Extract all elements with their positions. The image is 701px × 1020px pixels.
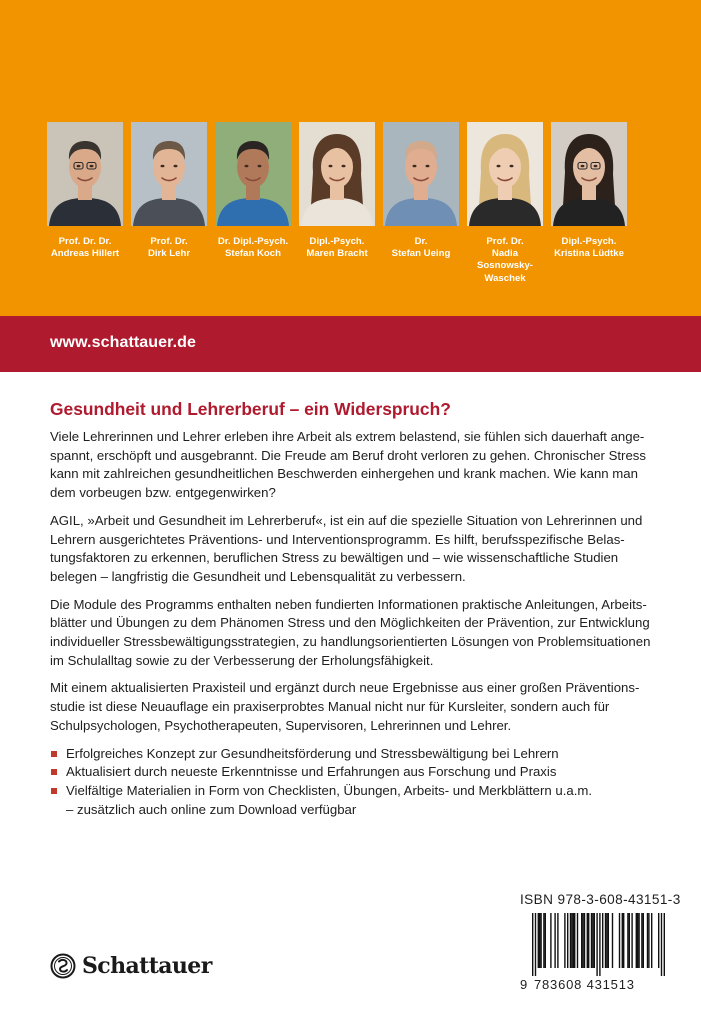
author-portrait bbox=[467, 122, 543, 226]
author-card bbox=[131, 122, 207, 260]
author-name bbox=[121, 236, 217, 260]
barcode-bar bbox=[647, 913, 648, 968]
text-line: Die Module des Programms enthalten neben fundierten Informationen praktische Anleitungen, Arbeits- bbox=[50, 596, 647, 612]
feature-item bbox=[50, 782, 652, 819]
portrait-shape bbox=[161, 165, 165, 168]
text-line: – zusätzlich auch online zum Download verfügbar bbox=[66, 801, 357, 817]
barcode-bar bbox=[605, 913, 606, 968]
barcode-bar bbox=[629, 913, 630, 968]
feature-item bbox=[50, 745, 652, 764]
author-portrait bbox=[215, 122, 291, 226]
feature-item bbox=[50, 763, 652, 782]
bullet-square-icon bbox=[51, 788, 57, 794]
text-line: spannt, erschöpft und ausgebrannt. Die Freude am Beruf droht verloren zu gehen. Chronischer Stress bbox=[50, 447, 646, 463]
text-line: belegen – langfristig die Gesundheit und Lebensqualität zu verbessern. bbox=[50, 568, 466, 584]
headline: Gesundheit und Lehrerberuf – ein Widerspruch? bbox=[50, 399, 451, 419]
author-name-line: Dipl.-Psych. bbox=[561, 236, 617, 247]
barcode-bar bbox=[594, 913, 595, 968]
text-line: Schulpsychologen, Psychotherapeuten, Supervisoren, Lehrerinnen und Lehrer. bbox=[50, 717, 512, 733]
barcode-bar bbox=[570, 913, 571, 968]
publisher-name: Schattauer bbox=[82, 953, 212, 979]
barcode-bar bbox=[574, 913, 575, 968]
author-name-line: Stefan Ueing bbox=[391, 248, 451, 260]
barcode-bar bbox=[641, 913, 642, 968]
author-portrait bbox=[383, 122, 459, 226]
barcode-bar bbox=[637, 913, 638, 968]
portrait-shape bbox=[258, 165, 262, 168]
barcode-bar bbox=[612, 913, 613, 968]
paragraph-3 bbox=[50, 596, 652, 671]
barcode-bar bbox=[661, 913, 662, 976]
barcode-bar bbox=[545, 913, 546, 968]
feature-text bbox=[66, 745, 652, 764]
author-portraits bbox=[47, 122, 637, 312]
barcode-bar bbox=[631, 913, 632, 968]
portrait-shape bbox=[174, 165, 178, 168]
portrait-shape bbox=[426, 165, 430, 168]
barcode-bar bbox=[638, 913, 639, 968]
portrait-shape bbox=[329, 165, 333, 168]
author-card bbox=[47, 122, 123, 260]
text-line: studie ist diese Neuauflage ein praxiserprobtes Manual nicht nur für Kursleiter, sondern auch für bbox=[50, 699, 610, 715]
person-portrait-icon bbox=[383, 122, 459, 226]
portrait-shape bbox=[77, 165, 81, 168]
barcode-bar bbox=[581, 913, 582, 968]
author-portrait bbox=[299, 122, 375, 226]
barcode-bar bbox=[636, 913, 637, 968]
author-name bbox=[373, 236, 469, 260]
person-portrait-icon bbox=[551, 122, 627, 226]
blurb bbox=[50, 398, 652, 819]
website-banner bbox=[0, 316, 701, 372]
barcode-bar bbox=[577, 913, 578, 968]
barcode-bar bbox=[584, 913, 585, 968]
author-name bbox=[289, 236, 385, 260]
barcode-bar bbox=[619, 913, 620, 968]
barcode-bar bbox=[532, 913, 533, 976]
author-card bbox=[383, 122, 459, 260]
author-portrait bbox=[131, 122, 207, 226]
barcode-bar bbox=[543, 913, 544, 968]
author-name-line: Dr. bbox=[414, 236, 428, 247]
text-line: Viele Lehrerinnen und Lehrer erleben ihre Arbeit als extrem belastend, sie fühlen sich dauerhaft ange- bbox=[50, 429, 645, 444]
author-panel bbox=[0, 0, 701, 316]
text-line: AGIL, »Arbeit und Gesundheit im Lehrerberuf«, ist ein auf die spezielle Situation von Lehrerinnen und bbox=[50, 512, 643, 528]
barcode-bar bbox=[608, 913, 609, 968]
portrait-shape bbox=[497, 165, 501, 168]
text-line: blätter und Übungen zu dem Phänomen Stress und den Möglichkeiten der Prävention, zur Entwicklung bbox=[50, 615, 650, 631]
person-portrait-icon bbox=[47, 122, 123, 226]
portrait-shape bbox=[342, 165, 346, 168]
text-line: individueller Stressbewältigungsstrategien, zu handlungsorientierten Lösungen von Problemsituationen bbox=[50, 634, 651, 650]
author-name-line: Kristina Lüdtke bbox=[554, 248, 624, 260]
person-portrait-icon bbox=[299, 122, 375, 226]
author-card bbox=[299, 122, 375, 260]
barcode bbox=[520, 913, 666, 993]
publisher-logo bbox=[50, 950, 212, 982]
author-name-line: Sosnowsky- bbox=[477, 260, 533, 272]
feature-text bbox=[66, 782, 652, 819]
barcode-bar bbox=[591, 913, 592, 968]
author-name bbox=[541, 236, 637, 260]
portrait-shape bbox=[413, 165, 417, 168]
barcode-bar bbox=[550, 913, 551, 968]
barcode-bar bbox=[643, 913, 644, 968]
bullet-square-icon bbox=[51, 751, 57, 757]
barcode-number: 783608 431513 bbox=[534, 977, 635, 992]
text-line: Mit einem aktualisierten Praxisteil und ergänzt durch neue Ergebnisse aus einer großen Präventions- bbox=[50, 680, 640, 696]
person-portrait-icon bbox=[215, 122, 291, 226]
isbn-label: ISBN 978-3-608-43151-3 bbox=[520, 892, 681, 907]
barcode-bar bbox=[602, 913, 603, 968]
text-line: Aktualisiert durch neueste Erkenntnisse und Erfahrungen aus Forschung und Praxis bbox=[66, 764, 557, 780]
bullet-square-icon bbox=[51, 769, 57, 775]
barcode-bar bbox=[582, 913, 583, 968]
author-name bbox=[205, 236, 301, 260]
barcode-bar bbox=[571, 913, 572, 968]
text-line: dem vorbeugen bzw. entgegenwirken? bbox=[50, 485, 276, 501]
barcode-bar bbox=[651, 913, 652, 968]
barcode-bars bbox=[520, 913, 666, 976]
barcode-bar bbox=[592, 913, 593, 968]
barcode-bar bbox=[588, 913, 589, 968]
barcode-bar bbox=[599, 913, 600, 976]
portrait-shape bbox=[594, 165, 598, 168]
barcode-bar bbox=[627, 913, 628, 968]
barcode-bar bbox=[606, 913, 607, 968]
author-name-line: Dirk Lehr bbox=[147, 248, 191, 260]
text-line: Vielfältige Materialien in Form von Checklisten, Übungen, Arbeits- und Merkblättern u.a.m. bbox=[66, 782, 593, 798]
barcode-bar bbox=[596, 913, 597, 976]
person-portrait-icon bbox=[467, 122, 543, 226]
author-name-line: Maren Bracht bbox=[306, 248, 368, 260]
barcode-bar bbox=[648, 913, 649, 968]
author-name-line: Prof. Dr. Dr. bbox=[58, 236, 112, 247]
portrait-shape bbox=[245, 165, 249, 168]
barcode-bar bbox=[567, 913, 568, 968]
barcode-bar bbox=[554, 913, 555, 968]
text-line: Lehrern ausgerichtetes Präventions- und Interventionsprogramm. Es hilft, berufsspezifische Belas- bbox=[50, 531, 625, 547]
author-name-line: Nadia bbox=[491, 248, 519, 260]
paragraph-1 bbox=[50, 428, 652, 503]
barcode-bar bbox=[540, 913, 541, 968]
barcode-bar bbox=[622, 913, 623, 968]
barcode-bar bbox=[658, 913, 659, 968]
author-name-line: Dipl.-Psych. bbox=[309, 236, 365, 247]
barcode-bar bbox=[587, 913, 588, 968]
barcode-bar bbox=[535, 913, 536, 976]
barcode-bar bbox=[538, 913, 539, 968]
author-name bbox=[37, 236, 133, 260]
author-portrait bbox=[47, 122, 123, 226]
portrait-shape bbox=[510, 165, 514, 168]
portrait-shape bbox=[90, 165, 94, 168]
author-name-line: Stefan Koch bbox=[225, 248, 281, 260]
barcode-bar bbox=[573, 913, 574, 968]
feature-text bbox=[66, 763, 652, 782]
barcode-bar bbox=[539, 913, 540, 968]
person-portrait-icon bbox=[131, 122, 207, 226]
barcode-bar bbox=[664, 913, 665, 976]
feature-list bbox=[50, 745, 652, 820]
author-name-line: Andreas Hillert bbox=[50, 248, 120, 260]
author-name-line: Waschek bbox=[484, 272, 526, 284]
paragraph-2 bbox=[50, 512, 652, 587]
text-line: kann mit zahlreichen gesundheitlichen Beschwerden einhergehen und krank machen. Wie kann man bbox=[50, 466, 638, 482]
website-link[interactable]: www.schattauer.de bbox=[50, 334, 197, 351]
text-line: tungsfaktoren zu erkennen, beruflichen Stress zu bewältigen und – wie wissenschaftliche Studien bbox=[50, 550, 619, 566]
author-card bbox=[215, 122, 291, 260]
barcode-first-digit: 9 bbox=[520, 977, 529, 992]
author-card bbox=[551, 122, 627, 260]
author-name-line: Prof. Dr. bbox=[486, 236, 524, 247]
author-name bbox=[457, 236, 553, 285]
author-name-line: Prof. Dr. bbox=[150, 236, 188, 247]
publisher-emblem-icon bbox=[50, 953, 76, 979]
paragraph-4 bbox=[50, 679, 652, 735]
text-line: im Schulalltag sowie zu der Verbesserung der Erholungsfähigkeit. bbox=[50, 652, 434, 668]
barcode-bar bbox=[564, 913, 565, 968]
author-card bbox=[467, 122, 543, 285]
barcode-bar bbox=[623, 913, 624, 968]
author-portrait bbox=[551, 122, 627, 226]
author-name-line: Dr. Dipl.-Psych. bbox=[217, 236, 289, 247]
portrait-shape bbox=[581, 165, 585, 168]
barcode-bar bbox=[557, 913, 558, 968]
text-line: Erfolgreiches Konzept zur Gesundheitsförderung und Stressbewältigung bei Lehrern bbox=[66, 745, 559, 761]
